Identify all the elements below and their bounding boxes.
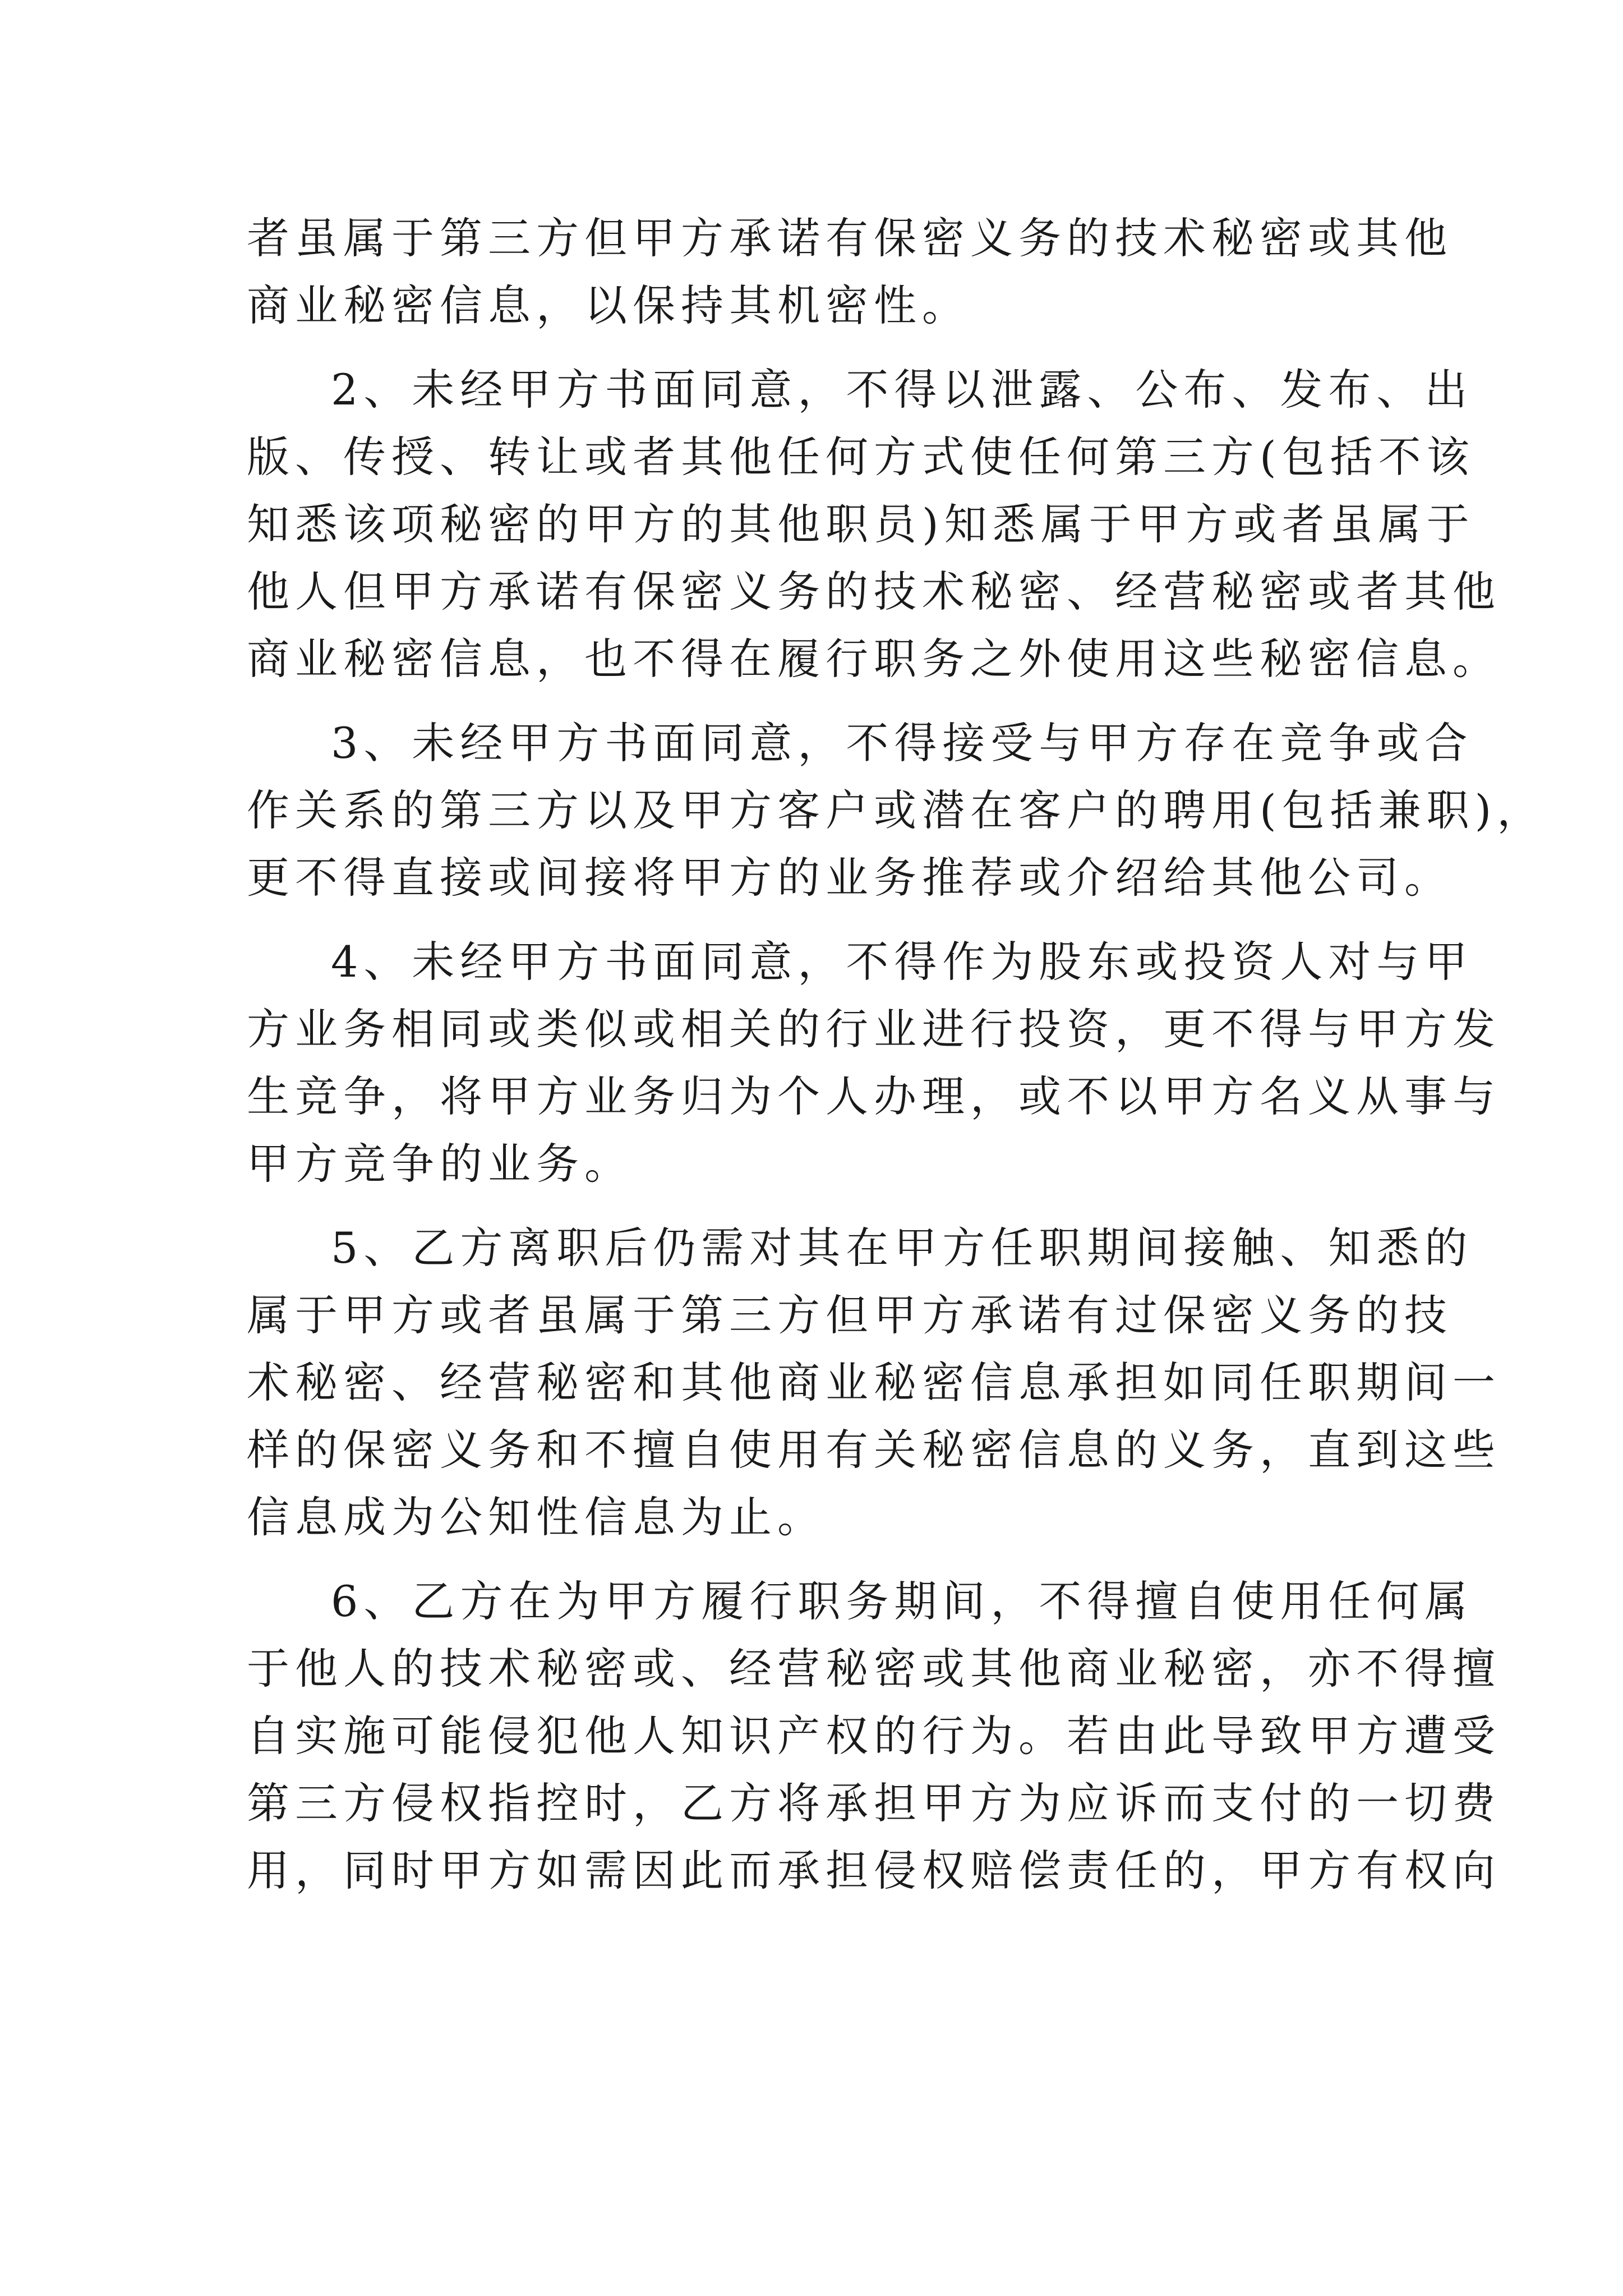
text-line: 4、未经甲方书面同意，不得作为股东或投资人对与甲 <box>331 937 1473 987</box>
text-line: 第三方侵权指控时，乙方将承担甲方为应诉而支付的一切费 <box>247 1778 1501 1828</box>
paragraph-continuation <box>247 205 1453 339</box>
text-line: 自实施可能侵犯他人知识产权的行为。若由此导致甲方遭受 <box>247 1711 1501 1761</box>
document-body <box>247 205 1546 1904</box>
text-line: 商业秘密信息，也不得在履行职务之外使用这些秘密信息。 <box>247 634 1501 684</box>
text-line: 商业秘密信息，以保持其机密性。 <box>247 280 970 330</box>
text-line: 术秘密、经营秘密和其他商业秘密信息承担如同任职期间一 <box>247 1358 1501 1407</box>
paragraph-clause-5 <box>247 1214 1501 1551</box>
text-line: 2、未经甲方书面同意，不得以泄露、公布、发布、出 <box>331 365 1473 415</box>
text-line: 样的保密义务和不擅自使用有关秘密信息的义务，直到这些 <box>247 1425 1501 1475</box>
paragraph-clause-4 <box>247 928 1501 1198</box>
text-line: 者虽属于第三方但甲方承诺有保密义务的技术秘密或其他 <box>247 213 1453 263</box>
text-line: 方业务相同或类似或相关的行业进行投资，更不得与甲方发 <box>247 1004 1501 1054</box>
text-line: 于他人的技术秘密或、经营秘密或其他商业秘密，亦不得擅 <box>247 1644 1501 1694</box>
text-line: 甲方竞争的业务。 <box>247 1139 633 1189</box>
text-line: 用，同时甲方如需因此而承担侵权赔偿责任的，甲方有权向 <box>247 1846 1501 1895</box>
text-line: 信息成为公知性信息为止。 <box>247 1492 826 1542</box>
text-line: 3、未经甲方书面同意，不得接受与甲方存在竞争或合 <box>331 718 1473 768</box>
text-line: 生竞争，将甲方业务归为个人办理，或不以甲方名义从事与 <box>247 1071 1501 1121</box>
text-line: 他人但甲方承诺有保密义务的技术秘密、经营秘密或者其他 <box>247 567 1501 616</box>
text-line: 版、传授、转让或者其他任何方式使任何第三方(包括不该 <box>247 432 1475 482</box>
text-line: 更不得直接或间接将甲方的业务推荐或介绍给其他公司。 <box>247 853 1453 903</box>
text-line: 6、乙方在为甲方履行职务期间，不得擅自使用任何属 <box>331 1576 1473 1626</box>
text-line: 5、乙方离职后仍需对其在甲方任职期间接触、知悉的 <box>331 1223 1473 1273</box>
paragraph-clause-6 <box>247 1568 1501 1904</box>
text-line: 属于甲方或者虽属于第三方但甲方承诺有过保密义务的技 <box>247 1290 1453 1340</box>
text-line: 知悉该项秘密的甲方的其他职员)知悉属于甲方或者虽属于 <box>247 499 1475 549</box>
paragraph-clause-2 <box>247 356 1501 693</box>
paragraph-clause-3 <box>247 710 1546 912</box>
text-line: 作关系的第三方以及甲方客户或潜在客户的聘用(包括兼职)， <box>247 785 1546 835</box>
